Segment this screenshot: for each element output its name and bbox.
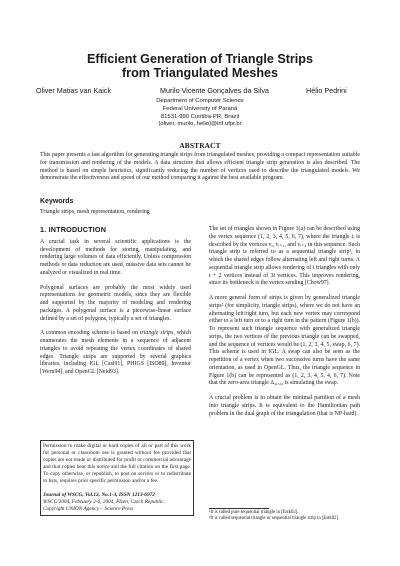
intro-paragraph-3 — [40, 330, 191, 377]
footnote-2: ²It is called sequential triangle or sequential triangle strip in [Estk02]. — [209, 516, 340, 522]
journal-line: Journal of WSCG, Vol.12, No.1-3, ISSN 1213-6972 — [43, 491, 155, 498]
author-1: Oliver Matias van Kaick — [36, 86, 112, 95]
author-list — [0, 86, 400, 98]
paper-title — [0, 52, 400, 80]
intro-p3-start: A common encoding scheme is based on — [40, 330, 140, 337]
keywords-heading: Keywords — [40, 198, 74, 205]
affiliation-dept: Department of Computer Science — [156, 98, 244, 104]
right-paragraph-3: A crucial problem is to obtain the minimal partition of a mesh into triangle strips. It is equivalent to the Hamiltonian path problem in the dual graph of the triangulation (that is NP-hard). — [209, 395, 360, 417]
affiliation-city: 81531-990 Curitiba-PR, Brazil — [160, 113, 240, 120]
title-line-1: Efficient Generation of Triangle Strips — [86, 52, 314, 66]
intro-heading: 1. INTRODUCTION — [40, 225, 107, 234]
right-paragraph-2: A more general form of strips is given by generalized triangle strips² (for simplicity, triangle strips), where we do not have an alternating left/right turn, but each new vertex may correspond either to a left turn or to a right turn in the pattern (Figure 1(b)). To represent such triangle sequence with generalized triangle strips, the two vertices of the previous triangle can be swapped, and the sequence of vertices would be (1, 2, 3, 4, 5, swap, 6, 7). This scheme is used in IGL. A swap can also be seen as the repetition of a vertex when two successive turns have the same orientation, as used in OpenGL. Thus, the triangle sequence in Figure 1(b) can be represented as (1, 2, 3, 4, 5, 4, 6, 7). Note that the zero-area triangle Δ₄,₅,₄ is simulating the swap. — [209, 295, 360, 387]
author-3: Hélio Pedrini — [306, 86, 347, 95]
right-column — [209, 226, 360, 425]
intro-paragraph-1: A crucial task in several scientific applications is the development of methods for storing, manipulating, and rendering large volumes of data efficiently. Unless compression methods or data reduction are used, massive data sets cannot be analyzed or visualized in real time. — [40, 238, 191, 276]
keywords-text: Triangle strips, mesh representation, rendering — [40, 209, 150, 215]
abstract-text: This paper presents a fast algorithm for generating triangle strips from triangulated meshes, providing a compact representation suitable for transmission and rendering of the models. A data structure that allows efficient triangle strip generation is also described. The method is based on simple heuristics, significantly reducing the number of vertices used to describe the triangulated models. We demonstrate the effectiveness and speed of our method comparing it against the best available program. — [40, 152, 360, 182]
permission-text: Permission to make digital or hard copies of all or part of this work for personal or classroom use is granted without fee provided that copies are not made or distributed for profit or commercial advantage and that copies bear this notice and the full citation on the first page. To copy otherwise, or republish, to post on servers or to redistribute to lists, requires prior specific permission and/or a fee. — [43, 443, 191, 485]
author-2: Murilo Vicente Gonçalves da Silva — [160, 86, 269, 95]
footnote-1: ¹It is called pure sequential triangle in [Estk02]. — [209, 510, 299, 515]
footnote-divider — [209, 508, 269, 509]
permission-box — [40, 440, 194, 516]
abstract-heading: ABSTRACT — [179, 141, 221, 150]
title-line-2: from Triangulated Meshes — [121, 66, 279, 80]
conference-line: WSCG'2004, February 2-6, 2004, Plzen, Czech Republic. — [43, 498, 165, 505]
copyright-line: Copyright UNION Agency – Science Press — [43, 505, 134, 512]
left-column — [40, 226, 191, 384]
affiliation — [0, 98, 400, 129]
intro-p3-end: , which enumerates the mesh elements in a sequence of adjacent triangles to avoid repeating the vertex coordinates of shared edges. Triangle strips are supported by several graphics libraries, including IGL [Casi91], PHIGS [ISO89], Inventor [Wern94], and OpenGL [Neid93]. — [40, 330, 191, 375]
footnotes — [209, 510, 360, 522]
right-paragraph-1: The set of triangles shown in Figure 1(a) can be described using the vertex sequence (1, 2, 3, 4, 5, 6, 7), where the triangle tᵢ is described by the vertices vᵢ, vᵢ₊₁, and vᵢ₊₂ in this sequence. Such triangle strip is referred to as a sequential triangle strip¹, in which the shared edges follow alternating left and right turns. A sequential triangle strip allows rendering of t triangles with only t + 2 vertices instead of 3t vertices. This improves rendering, since its bottleneck is the vertex sending [Chow97]. — [209, 226, 360, 287]
affiliation-univ: Federal University of Paraná — [162, 105, 238, 112]
intro-paragraph-2: Polygonal surfaces are probably the most widely used representations for geometric models, since they are flexible and supported by the majority of modeling and rendering packages. A polygonal surface is a piecewise-linear surface defined by a set of polygons, typically a set of triangles. — [40, 284, 191, 322]
intro-p3-emph: triangle strips — [139, 330, 174, 337]
affiliation-email: {oliver, murilo, helio}@inf.ufpr.br — [158, 121, 242, 128]
